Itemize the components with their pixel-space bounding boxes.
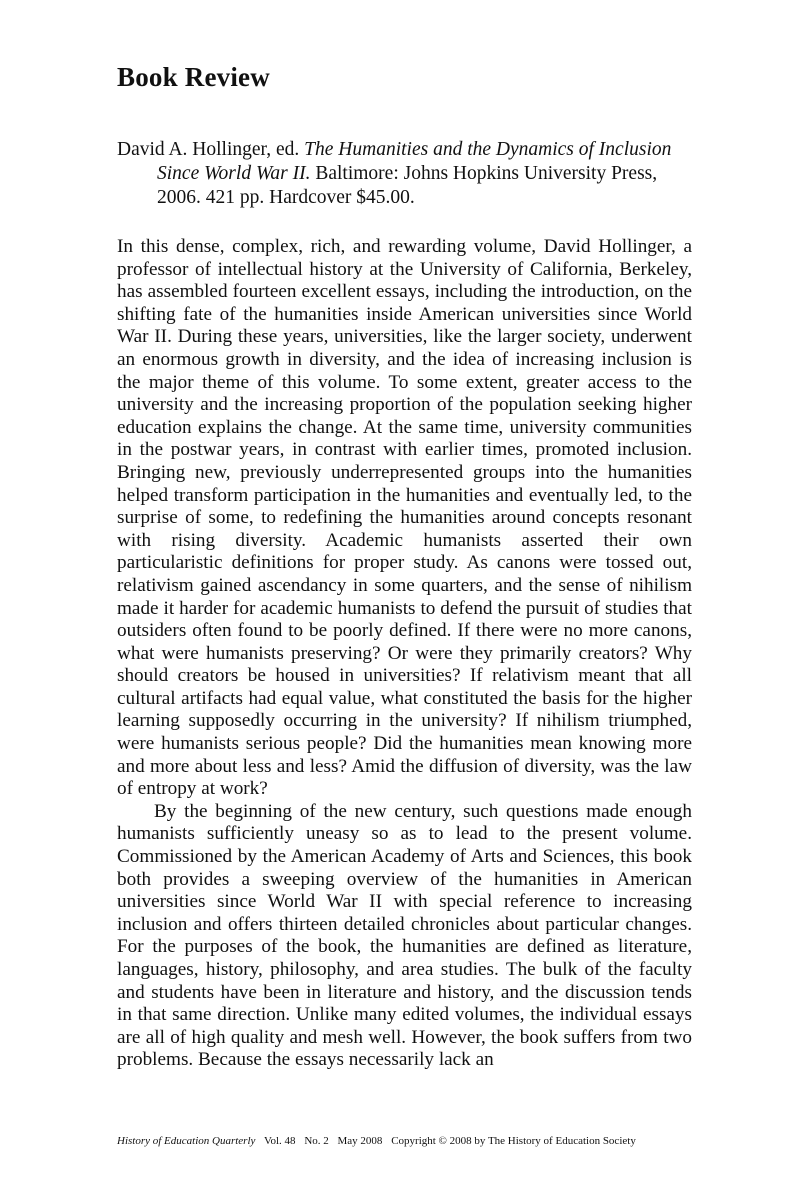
journal-date: May 2008 xyxy=(337,1135,383,1147)
journal-name: History of Education Quarterly xyxy=(117,1135,256,1147)
review-body xyxy=(117,236,692,1072)
citation-prefix: David A. Hollinger, ed. xyxy=(117,139,305,160)
journal-number: No. 2 xyxy=(304,1135,329,1147)
review-paragraph-2: By the beginning of the new century, such questions made enough humanists sufficiently uneasy so as to lead to the present volume. Commissioned by the American Academy of Arts and Sciences, this book both provides a sweeping overview of the humanities in American universities since World War II with special reference to increasing inclusion and offers thirteen detailed chronicles about particular changes. For the purposes of the book, the humanities are defined as literature, languages, history, philosophy, and area studies. The bulk of the faculty and students have been in literature and history, and the discussion tends in that same direction. Unlike many edited volumes, the individual essays are all of high quality and mesh well. However, the book suffers from two problems. Because the essays necessarily lack an xyxy=(117,800,692,1071)
page-footer xyxy=(117,1135,642,1147)
book-citation xyxy=(117,138,697,210)
page-title: Book Review xyxy=(117,62,270,92)
review-paragraph-1: In this dense, complex, rich, and rewarding volume, David Hollinger, a professor of intellectual history at the University of California, Berkeley, has assembled fourteen excellent essays, including the introduction, on the shifting fate of the humanities inside American universities since World War II. During these years, universities, like the larger society, underwent an enormous growth in diversity, and the idea of increasing inclusion is the major theme of this volume. To some extent, greater access to the university and the increasing proportion of the population seeking higher education explains the change. At the same time, university communities in the postwar years, in contrast with earlier times, promoted inclusion. Bringing new, previously underrepresented groups into the humanities helped transform participation in the humanities and eventually led, to the surprise of some, to redefining the humanities around concepts resonant with rising diversity. Academic humanists asserted their own particularistic definitions for proper study. As canons were tossed out, relativism gained ascendancy in some quarters, and the sense of nihilism made it harder for academic humanists to defend the pursuit of studies that outsiders often found to be poorly defined. If there were no more canons, what were humanists preserving? Or were they primarily creators? Why should creators be housed in universities? If relativism meant that all cultural artifacts had equal value, what constituted the basis for the higher learning supposedly occurring in the university? If nihilism triumphed, were humanists serious people? Did the humanities mean knowing more and more about less and less? Amid the diffusion of diversity, was the law of entropy at work? xyxy=(117,236,692,800)
copyright-notice: Copyright © 2008 by The History of Education Society xyxy=(391,1135,636,1147)
journal-volume: Vol. 48 xyxy=(263,1135,296,1147)
citation-publication: Baltimore: Johns Hopkins University Press, 2006. 421 pp. Hardcover $45.00. xyxy=(157,163,658,208)
book-title: The Humanities and the Dynamics of Inclusion Since World War II. xyxy=(157,139,672,184)
